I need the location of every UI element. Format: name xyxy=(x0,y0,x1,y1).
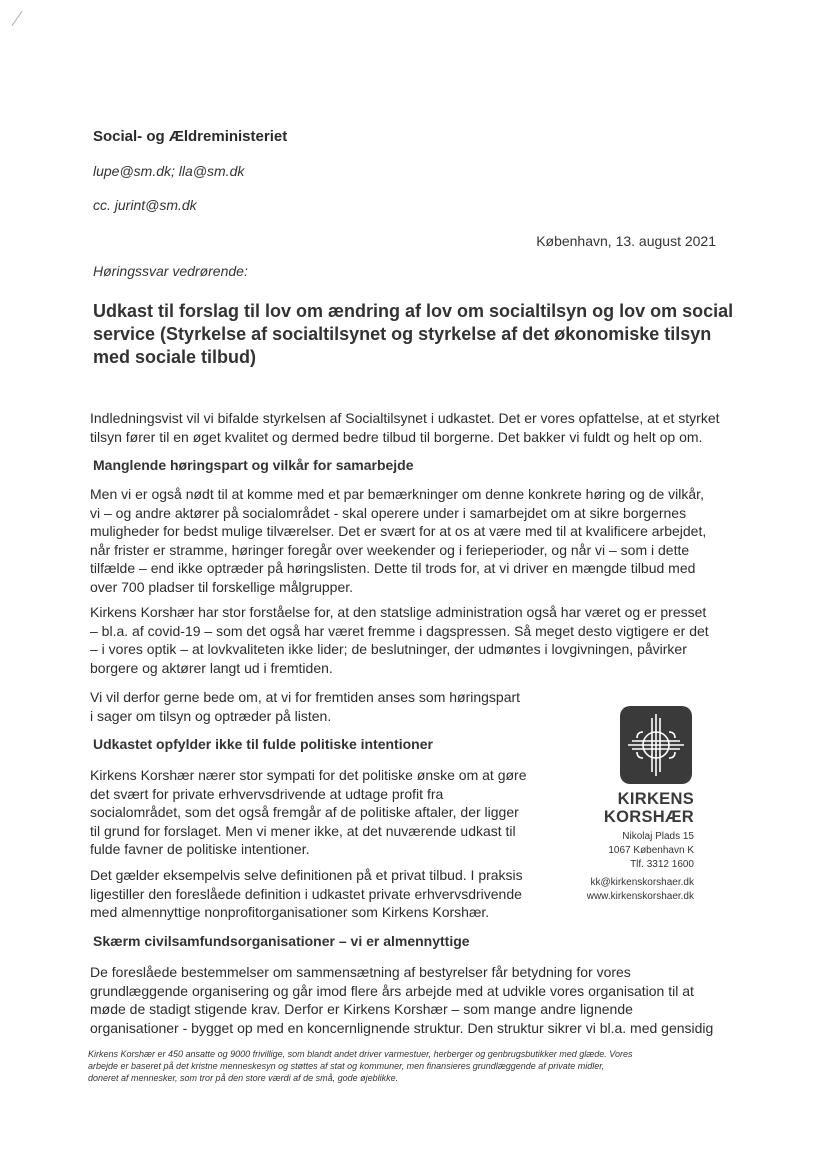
recipient: Social- og Ældreministeriet xyxy=(93,128,288,145)
scan-mark xyxy=(11,11,22,26)
paragraph xyxy=(90,766,540,859)
cross-emblem-svg xyxy=(620,706,692,784)
text-line: vi – og andre aktører på socialområdet - skal operere under i samarbejdet om at sikre borgernes xyxy=(90,504,687,521)
cross-emblem-icon xyxy=(620,706,692,784)
text-line: det svært for private erhvervsdrivende at udtage profit fra xyxy=(90,785,444,802)
logo-line: KORSHÆR xyxy=(603,808,694,826)
recipient-emails: lupe@sm.dk; lla@sm.dk xyxy=(93,163,245,179)
email-link[interactable]: kk@kirkenskorshaer.dk xyxy=(590,877,694,888)
text-line: tilfælde – end ikke optræder på høringslisten. Dette til trods for, at vi driver en mængde tilbud med xyxy=(90,560,696,576)
paragraph xyxy=(90,963,740,1037)
cc-email: cc. jurint@sm.dk xyxy=(93,197,197,213)
text-line: organisationer - bygget op med en koncernlignende struktur. Den struktur sikrer vi bl.a. med gensidig xyxy=(90,1019,714,1036)
text-line: Men vi er også nødt til at komme med et par bemærkninger om denne konkrete høring og de vilkår, xyxy=(90,486,704,502)
contact-block xyxy=(560,876,694,904)
letter-title: Udkast til forslag til lov om ændring af lov om socialtilsyn og lov om social service (Styrkelse af socialtilsynet og styrkelse af det økonomiske tilsyn med sociale tilbud) xyxy=(93,301,734,367)
text-line: muligheder for bedst mulige tilværelser. Det er svært for at os at være med til at kvalificere arbejdet, xyxy=(90,523,707,539)
text-line: over 700 pladser til forskellige målgrupper. xyxy=(90,578,354,595)
website-link[interactable]: www.kirkenskorshaer.dk xyxy=(586,891,694,902)
paragraph xyxy=(90,603,740,677)
text-line: fulde favner de politiske intentioner. xyxy=(90,841,310,857)
logo-wordmark xyxy=(590,790,694,826)
section-heading: Udkastet opfylder ikke til fulde politiske intentioner xyxy=(93,736,433,752)
text-line: De foreslåede bestemmelser om sammensætning af bestyrelser får betydning for vores xyxy=(90,964,631,980)
text-line: med almennyttige nonprofitorganisationer som Kirkens Korshær. xyxy=(90,904,490,920)
letter-date: København, 13. august 2021 xyxy=(536,233,716,249)
section-heading: Manglende høringspart og vilkår for samarbejde xyxy=(93,457,414,473)
logo-line: KIRKENS xyxy=(617,790,694,808)
text-line: grundlæggende organisering og går imod flere års arbejde med at udvikle vores organisation til at xyxy=(90,982,694,999)
text-line: tilsyn fører til en øget kvalitet og dermed bedre tilbud til borgerne. Det bakker vi fuldt og helt op om. xyxy=(90,428,703,445)
address-line: Nikolaj Plads 15 xyxy=(622,831,694,842)
text-line: til grund for forslaget. Men vi mener ikke, at det nuværende udkast til xyxy=(90,822,516,839)
section-heading: Skærm civilsamfundsorganisationer – vi er almennyttige xyxy=(93,933,470,949)
footer-line: arbejde er baseret på det kristne menneskesyn og støttes af stat og kommuner, men finansieres grundlæggende af private midler, xyxy=(88,1061,605,1071)
text-line: – i vores optik – at lovkvaliteten ikke lider; de beslutninger, der udmøntes i lovgivningen, påvirker xyxy=(90,641,687,657)
footer-line: Kirkens Korshær er 450 ansatte og 9000 frivillige, som blandt andet driver varmestuer, herberger og genbrugsbutikker med glæde. Vores xyxy=(88,1049,633,1059)
text-line: Kirkens Korshær har stor forståelse for, at den statslige administration også har været og er presset xyxy=(90,604,707,620)
footer-line: doneret af mennesker, som tror på den store værdi af de små, gode øjeblikke. xyxy=(88,1073,399,1083)
paragraph xyxy=(90,866,550,922)
horingssvar-label: Høringssvar vedrørende: xyxy=(93,263,248,279)
text-line: når frister er stramme, høringer foregår over weekender og i ferieperioder, og når vi – som i dette xyxy=(90,541,690,558)
text-line: socialområdet, som det også fremgår af de politiske aftaler, der ligger xyxy=(90,804,519,820)
text-line: Det gælder eksempelvis selve definitionen på et privat tilbud. I praksis xyxy=(90,867,523,883)
address-line: 1067 København K xyxy=(608,845,694,856)
paragraph xyxy=(90,688,560,725)
text-line: Kirkens Korshær nærer stor sympati for det politiske ønske om at gøre xyxy=(90,767,527,783)
text-line: i sager om tilsyn og optræder på listen. xyxy=(90,707,332,724)
address-block xyxy=(560,830,694,872)
text-line: borgere og aktører langt ud i fremtiden. xyxy=(90,659,333,676)
text-line: Indledningsvist vil vi bifalde styrkelsen af Socialtilsynet i udkastet. Det er vores opfattelse, at et styrket xyxy=(90,410,720,426)
text-line: møde de stadigt stigende krav. Derfor er Kirkens Korshær – som mange andre lignende xyxy=(90,1001,633,1017)
address-line: Tlf. 3312 1600 xyxy=(630,859,694,870)
text-line: – bl.a. af covid-19 – som det også har været fremme i dagspressen. Så meget desto vigtigere er det xyxy=(90,622,709,639)
paragraph xyxy=(90,485,740,596)
text-line: Vi vil derfor gerne bede om, at vi for fremtiden anses som høringspart xyxy=(90,689,521,705)
text-line: ligestiller den foreslåede definition i udkastet private erhvervsdrivende xyxy=(90,885,522,902)
intro-paragraph xyxy=(90,409,740,446)
footer-note xyxy=(88,1048,738,1084)
